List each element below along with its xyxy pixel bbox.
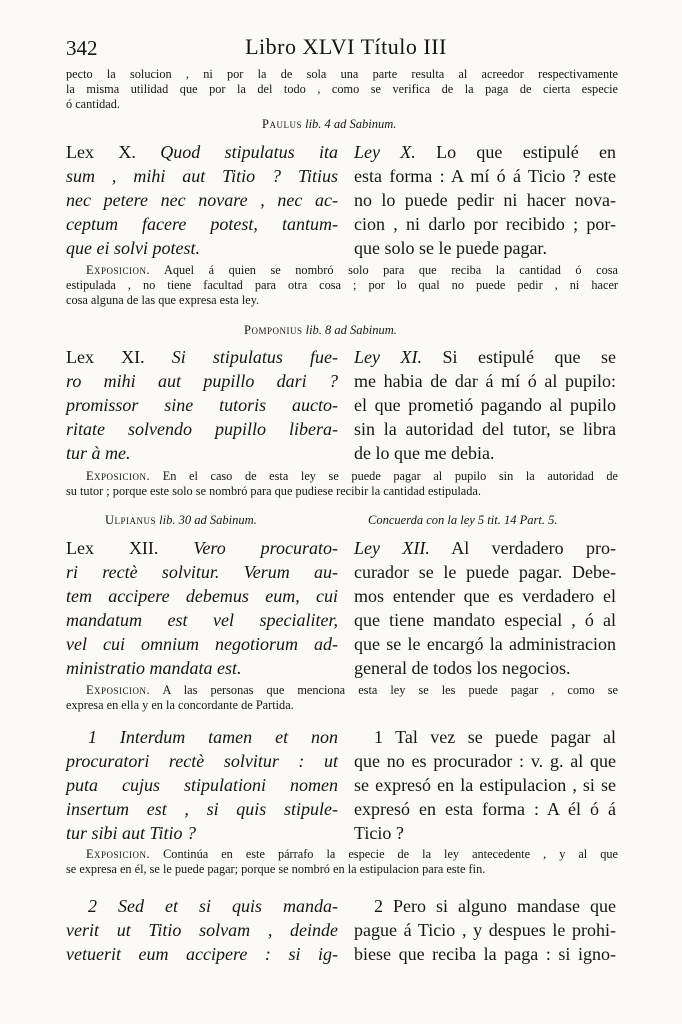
intro-paragraph: [66, 67, 618, 112]
latin-line: Lex XI. Si stipulatus fue-: [66, 347, 339, 367]
running-title: Libro XLVI Título III: [245, 34, 447, 59]
exposicion-line: Exposicion. Aquel á quien se nombró solo para que reciba la cantidad ó cosa: [86, 263, 618, 277]
latin-line: ceptum facere potest, tantum-: [66, 214, 338, 234]
latin-line: promissor sine tutoris aucto-: [66, 395, 338, 415]
latin-line: sum , mihi aut Titio ? Titius: [66, 166, 338, 186]
latin-line: tem accipere debemus eum, cui: [66, 586, 338, 606]
spanish-line: el que prometió pagando al pupilo: [354, 395, 616, 415]
latin-line: verit ut Titio solvam , deinde: [66, 920, 338, 940]
source-author: Paulus: [262, 117, 302, 131]
spanish-line: sin la autoridad del tutor, se libra: [354, 419, 616, 439]
source-author: Ulpianus: [105, 513, 157, 527]
exposicion-paragraph: [66, 263, 618, 308]
exposicion-line: su tutor ; porque este solo se nombró para que pudiese recibir la cantidad estipulada.: [66, 484, 481, 498]
spanish-line: 2 Pero si alguno mandase que: [374, 896, 616, 916]
latin-line: ritate solvendo pupillo libera-: [66, 419, 338, 439]
exposicion-line: Exposicion. En el caso de esta ley se puede pagar al pupilo sin la autoridad de: [86, 469, 618, 483]
exposicion-line: Exposicion. A las personas que menciona esta ley se les puede pagar , como se: [86, 683, 618, 697]
intro-line: pecto la solucion , ni por la de sola una parte resulta al acreedor respectivamente: [66, 67, 618, 81]
spanish-line: de lo que me debia.: [354, 443, 495, 463]
exposicion-line: Exposicion. Continúa en este párrafo la especie de la ley antecedente , y al que: [86, 847, 618, 861]
spanish-column: [354, 345, 616, 465]
latin-line: Lex XII. Vero procurato-: [66, 538, 338, 558]
spanish-column: [354, 140, 616, 260]
latin-column: [66, 536, 338, 680]
latin-line: mandatum est vel specialiter,: [66, 610, 338, 630]
page-header: [66, 36, 626, 66]
latin-line: 1 Interdum tamen et non: [88, 727, 338, 747]
latin-line: puta cujus stipulationi nomen: [66, 775, 338, 795]
latin-line: que ei solvi potest.: [66, 238, 200, 258]
spanish-line: que no es procurador : v. g. al que: [354, 751, 616, 771]
latin-column: [66, 140, 338, 260]
spanish-line: Ticio ?: [354, 823, 404, 843]
spanish-line: que solo se le puede pagar.: [354, 238, 547, 258]
spanish-column: [354, 725, 616, 845]
exposicion-line: expresa en ella y en la concordante de Partida.: [66, 698, 294, 712]
exposicion-line: cosa alguna de las que expresa esta ley.: [66, 293, 260, 307]
latin-column: [66, 345, 338, 465]
spanish-line: me habia de dar á mí ó al pupilo:: [354, 371, 616, 391]
spanish-line: Ley X. Lo que estipulé en: [354, 142, 616, 162]
latin-line: tur à me.: [66, 443, 131, 463]
intro-line: ó cantidad.: [66, 97, 120, 111]
spanish-line: curador se le puede pagar. Debe-: [354, 562, 616, 582]
spanish-line: general de todos los negocios.: [354, 658, 571, 678]
source-citation: [244, 323, 397, 338]
latin-line: vel cui omnium negotiorum ad-: [66, 634, 338, 654]
spanish-line: no lo puede pedir ni hacer nova-: [354, 190, 616, 210]
spanish-line: esta forma : A mí ó á Ticio ? este: [354, 166, 616, 186]
latin-line: procuratori rectè solvitur : ut: [66, 751, 338, 771]
latin-column: [66, 725, 338, 845]
spanish-line: Ley XII. Al verdadero pro-: [354, 538, 616, 558]
spanish-column: [354, 536, 616, 680]
latin-line: insertum est , si quis stipule-: [66, 799, 338, 819]
spanish-line: 1 Tal vez se puede pagar al: [374, 727, 616, 747]
exposicion-line: se expresa en él, se le puede pagar; porque se nombró en la estipulacion para este fin.: [66, 862, 486, 876]
source-citation: [105, 513, 257, 528]
source-work: lib. 30 ad Sabinum.: [159, 513, 257, 527]
spanish-line: biese que reciba la paga : si igno-: [354, 944, 616, 964]
intro-line: la misma utilidad que por la del todo , como se verifica de la paga de cierta especie: [66, 82, 618, 96]
concordance-note: Concuerda con la ley 5 tit. 14 Part. 5.: [368, 513, 558, 527]
spanish-column: [354, 894, 616, 966]
source-citation: [262, 117, 396, 132]
exposicion-paragraph: [66, 469, 618, 499]
source-author: Pomponius: [244, 323, 303, 337]
spanish-line: cion , ni darlo por recibido ; por-: [354, 214, 616, 234]
source-work: lib. 4 ad Sabinum.: [305, 117, 397, 131]
latin-line: nec petere nec novare , nec ac-: [66, 190, 338, 210]
spanish-line: mos entender que es verdadero el: [354, 586, 616, 606]
source-work: lib. 8 ad Sabinum.: [305, 323, 397, 337]
spanish-line: que tiene mandato especial , ó al: [354, 610, 616, 630]
latin-line: ministratio mandata est.: [66, 658, 242, 678]
latin-line: Lex X. Quod stipulatus ita: [66, 142, 338, 162]
spanish-line: pague á Ticio , y despues le prohi-: [354, 920, 616, 940]
latin-column: [66, 894, 338, 966]
spanish-line: se expresó en la estipulacion , si se: [354, 775, 616, 795]
page-number: 342: [66, 36, 98, 60]
spanish-line: expresó en esta forma : A él ó á: [354, 799, 616, 819]
latin-line: ro mihi aut pupillo dari ?: [66, 371, 338, 391]
spanish-line: que se le encargó la administracion: [354, 634, 616, 654]
exposicion-line: estipulada , no tiene facultad para otra cosa ; por lo qual no puede pedir , ni hacer: [66, 278, 618, 292]
exposicion-paragraph: [66, 847, 618, 877]
latin-line: ri rectè solvitur. Verum au-: [66, 562, 338, 582]
exposicion-paragraph: [66, 683, 618, 713]
latin-line: vetuerit eum accipere : si ig-: [66, 944, 338, 964]
spanish-line: Ley XI. Si estipulé que se: [354, 347, 617, 367]
latin-line: tur sibi aut Titio ?: [66, 823, 197, 843]
latin-line: 2 Sed et si quis manda-: [88, 896, 339, 916]
